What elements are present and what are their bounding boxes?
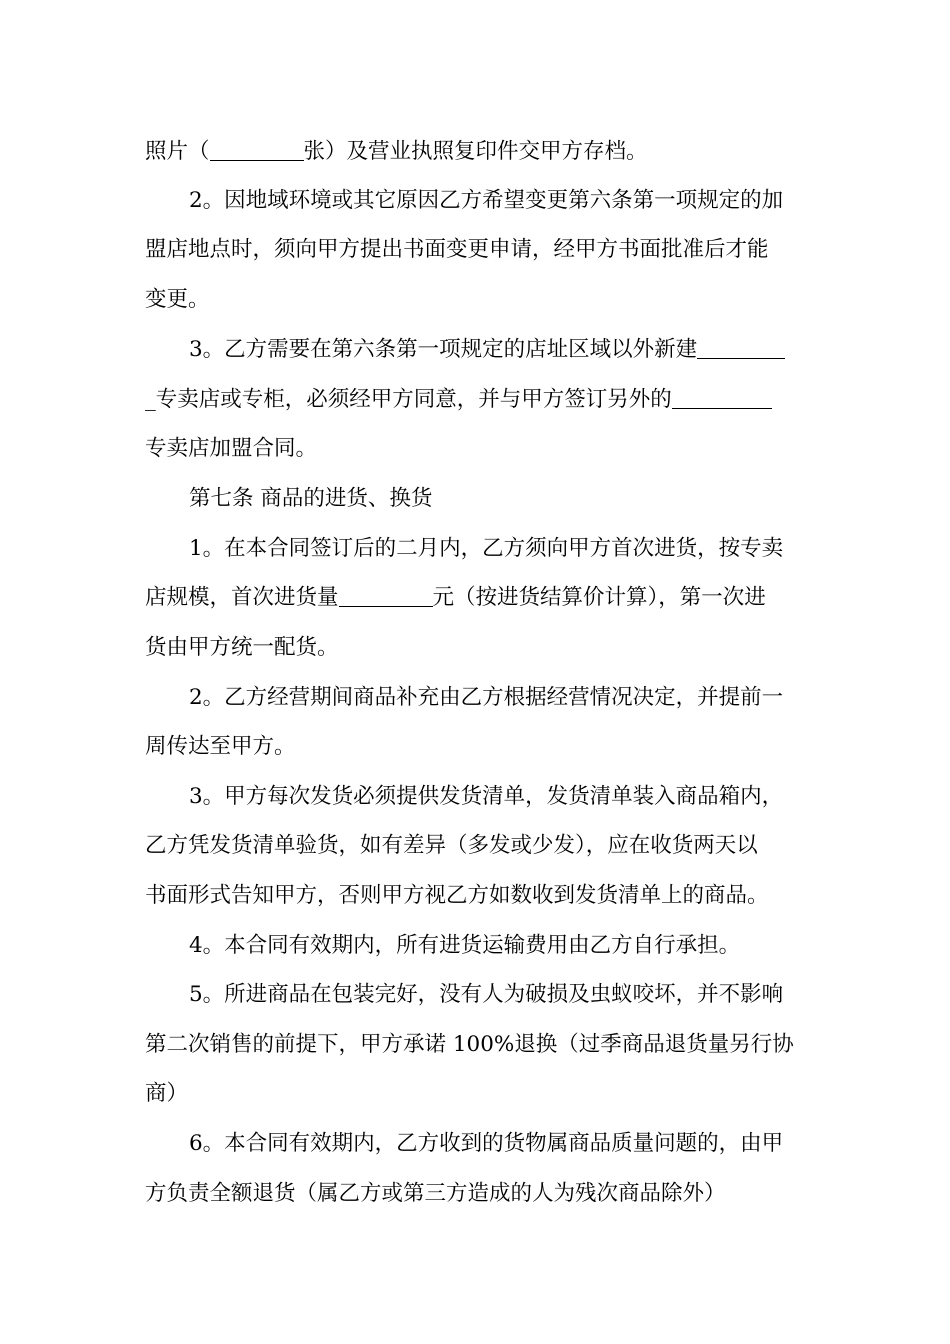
fill-in-blank <box>210 138 304 161</box>
text-segment: _专卖店或专柜，必须经甲方同意，并与甲方签订另外的 <box>145 387 672 412</box>
text-line: 1。在本合同签订后的二月内，乙方须向甲方首次进货，按专卖 <box>189 536 784 561</box>
text-segment: 照片（ <box>145 139 210 164</box>
text-line <box>145 132 648 172</box>
text-segment: 元（按进货结算价计算），第一次进 <box>432 585 766 610</box>
text-line: 专卖店加盟合同。 <box>145 436 318 461</box>
text-line: 周传达至甲方。 <box>145 734 296 759</box>
text-line: 盟店地点时，须向甲方提出书面变更申请，经甲方书面批准后才能 <box>145 237 769 262</box>
fill-in-blank <box>339 584 433 607</box>
text-line: 5。所进商品在包装完好，没有人为破损及虫蚁咬坏，并不影响 <box>189 982 784 1007</box>
text-line: 6。本合同有效期内，乙方收到的货物属商品质量问题的，由甲 <box>189 1131 784 1156</box>
text-line: 变更。 <box>145 287 210 312</box>
text-segment: 店规模，首次进货量 <box>145 585 339 610</box>
text-line <box>145 578 766 618</box>
text-segment: 张）及营业执照复印件交甲方存档。 <box>303 139 648 164</box>
text-line: 乙方凭发货清单验货，如有差异（多发或少发），应在收货两天以 <box>145 833 758 858</box>
text-line: 方负责全额退货（属乙方或第三方造成的人为残次商品除外） <box>145 1181 726 1206</box>
text-line: 书面形式告知甲方，否则甲方视乙方如数收到发货清单上的商品。 <box>145 883 769 908</box>
text-line: 2。乙方经营期间商品补充由乙方根据经营情况决定，并提前一 <box>189 685 784 710</box>
text-line: 第二次销售的前提下，甲方承诺 100%退换（过季商品退货量另行协 <box>145 1032 794 1057</box>
text-line: 2。因地域环境或其它原因乙方希望变更第六条第一项规定的加 <box>189 188 784 213</box>
text-line <box>189 330 785 370</box>
text-segment: 3。乙方需要在第六条第一项规定的店址区域以外新建 <box>189 337 698 362</box>
text-line: 商） <box>145 1081 189 1106</box>
fill-in-blank <box>697 336 785 359</box>
text-line <box>145 380 772 420</box>
text-line: 3。甲方每次发货必须提供发货清单，发货清单装入商品箱内， <box>189 784 784 809</box>
text-line: 4。本合同有效期内，所有进货运输费用由乙方自行承担。 <box>189 933 741 958</box>
section-heading: 第七条 商品的进货、换货 <box>189 486 433 511</box>
text-line: 货由甲方统一配货。 <box>145 635 339 660</box>
fill-in-blank <box>672 386 772 409</box>
